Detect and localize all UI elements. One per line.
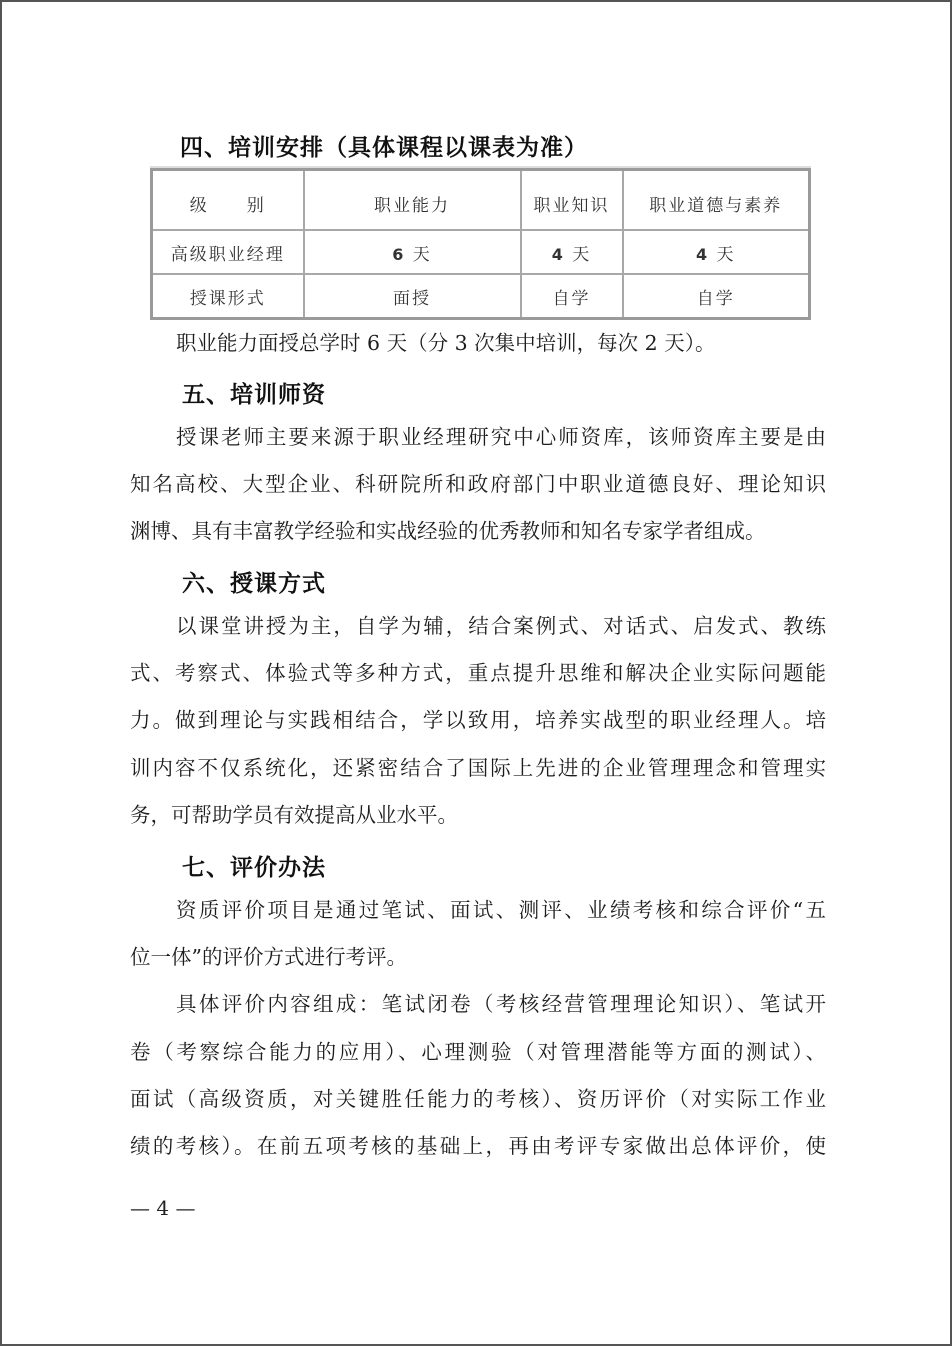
page-number: — 4 — (130, 1196, 196, 1220)
section-4-heading: 四、培训安排（具体课程以课表为准） (180, 135, 588, 161)
header-professional-ethics: 职业道德与素养 (623, 170, 810, 231)
days-value: 4 (695, 244, 710, 264)
paragraph-line: 渊博、具有丰富教学经验和实战经验的优秀教师和知名专家学者组成。 (130, 519, 766, 543)
paragraph-line: 力。做到理论与实践相结合，学以致用，培养实战型的职业经理人。培 (130, 708, 826, 732)
paragraph-line: 具体评价内容组成：笔试闭卷（考核经营管理理论知识）、笔试开 (176, 992, 826, 1016)
training-schedule-table (150, 168, 811, 320)
section-5-heading: 五、培训师资 (182, 382, 326, 408)
paragraph-line: 以课堂讲授为主，自学为辅，结合案例式、对话式、启发式、教练 (176, 614, 826, 638)
table-header-row (152, 170, 810, 231)
days-value: 6 (392, 244, 406, 264)
table-row (152, 274, 810, 319)
paragraph-line: 训内容不仅系统化，还紧密结合了国际上先进的企业管理理念和管理实 (130, 756, 826, 780)
table-cell (304, 230, 521, 274)
row-label: 高级职业经理 (152, 230, 304, 274)
section-6-heading: 六、授课方式 (182, 571, 326, 597)
paragraph-line: 位一体”的评价方式进行考评。 (130, 945, 407, 969)
days-value: 4 (551, 244, 565, 264)
paragraph-line: 式、考察式、体验式等多种方式，重点提升思维和解决企业实际问题能 (130, 661, 826, 685)
paragraph-line: 卷（考察综合能力的应用）、心理测验（对管理潜能等方面的测试）、 (130, 1040, 826, 1064)
paragraph-line: 知名高校、大型企业、科研院所和政府部门中职业道德良好、理论知识 (130, 472, 826, 496)
row-label: 授课形式 (152, 274, 304, 319)
section-7-heading: 七、评价办法 (182, 855, 326, 881)
section-4-note: 职业能力面授总学时 6 天（分 3 次集中培训，每次 2 天）。 (176, 331, 716, 355)
days-unit: 天 (564, 244, 592, 265)
paragraph-line: 面试（高级资质，对关键胜任能力的考核）、资历评价（对实际工作业 (130, 1087, 826, 1111)
paragraph-line: 授课老师主要来源于职业经理研究中心师资库，该师资库主要是由 (176, 425, 826, 449)
header-professional-ability: 职业能力 (304, 170, 521, 231)
paragraph-line: 务，可帮助学员有效提高从业水平。 (130, 803, 458, 827)
header-level: 级 别 (152, 170, 304, 231)
table-cell (521, 230, 623, 274)
days-unit: 天 (405, 244, 432, 265)
header-professional-knowledge: 职业知识 (521, 170, 623, 231)
table-row (152, 230, 810, 274)
table-cell: 自学 (521, 274, 623, 319)
table-cell: 面授 (304, 274, 521, 319)
paragraph-line: 资质评价项目是通过笔试、面试、测评、业绩考核和综合评价“五 (176, 898, 826, 922)
table-cell: 自学 (623, 274, 810, 319)
days-unit: 天 (709, 244, 736, 265)
table-cell (623, 230, 810, 274)
paragraph-line: 绩的考核）。在前五项考核的基础上，再由考评专家做出总体评价，使 (130, 1134, 826, 1158)
